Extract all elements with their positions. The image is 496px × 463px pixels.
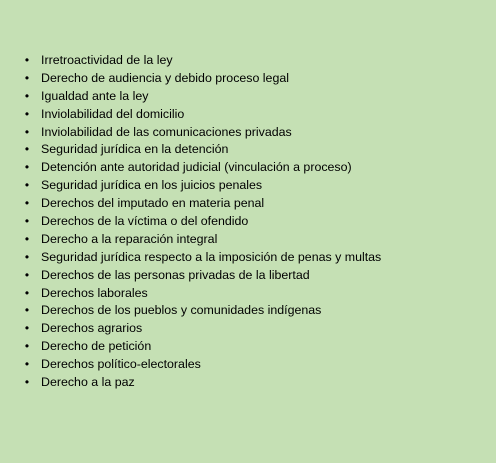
- list-item: [22, 213, 482, 231]
- list-item-text: Derechos de las personas privadas de la libertad: [41, 267, 310, 282]
- bullet-icon: •: [24, 53, 30, 67]
- bullet-icon: •: [24, 339, 30, 354]
- list-item-text: Inviolabilidad de las comunicaciones privadas: [41, 124, 292, 139]
- list-item-text: Seguridad jurídica en la detención: [41, 142, 229, 157]
- list-item: [22, 70, 482, 88]
- list-item: [22, 356, 482, 374]
- list-item-text: Derecho de audiencia y debido proceso legal: [41, 70, 289, 85]
- bullet-icon: •: [24, 70, 30, 85]
- list-item: [22, 124, 482, 142]
- list-item: [22, 285, 482, 303]
- list-item: [22, 52, 482, 70]
- rights-list: [22, 52, 482, 392]
- list-item: [22, 159, 482, 177]
- list-item: [22, 141, 482, 159]
- bullet-icon: •: [24, 249, 30, 264]
- bullet-icon: •: [24, 267, 30, 282]
- list-item-text: Irretroactividad de la ley: [41, 53, 173, 67]
- bullet-icon: •: [24, 375, 30, 390]
- list-item-text: Derechos de los pueblos y comunidades indígenas: [41, 303, 322, 318]
- bullet-icon: •: [24, 357, 30, 372]
- list-item-text: Inviolabilidad del domicilio: [41, 106, 185, 121]
- list-item: [22, 302, 482, 320]
- list-item: [22, 374, 482, 392]
- list-item-text: Derechos laborales: [41, 285, 148, 300]
- bullet-icon: •: [24, 88, 30, 103]
- bullet-icon: •: [24, 124, 30, 139]
- list-item-text: Derechos de la víctima o del ofendido: [41, 214, 249, 229]
- list-item-text: Seguridad jurídica en los juicios penales: [41, 178, 263, 193]
- bullet-icon: •: [24, 142, 30, 157]
- list-item: [22, 88, 482, 106]
- bullet-icon: •: [24, 231, 30, 246]
- list-item-text: Igualdad ante la ley: [41, 88, 149, 103]
- list-item: [22, 106, 482, 124]
- bullet-icon: •: [24, 196, 30, 211]
- list-item: [22, 267, 482, 285]
- list-item-text: Derechos político-electorales: [41, 357, 201, 372]
- bullet-icon: •: [24, 285, 30, 300]
- list-item: [22, 249, 482, 267]
- list-item-text: Detención ante autoridad judicial (vinculación a proceso): [41, 160, 352, 175]
- list-item: [22, 320, 482, 338]
- list-item: [22, 177, 482, 195]
- bullet-icon: •: [24, 106, 30, 121]
- bullet-icon: •: [24, 160, 30, 175]
- list-item: [22, 195, 482, 213]
- bullet-icon: •: [24, 178, 30, 193]
- bullet-icon: •: [24, 303, 30, 318]
- bullet-icon: •: [24, 214, 30, 229]
- bullet-icon: •: [24, 321, 30, 336]
- list-item: [22, 231, 482, 249]
- list-item-text: Derecho a la paz: [41, 375, 135, 390]
- list-item-text: Seguridad jurídica respecto a la imposición de penas y multas: [41, 249, 382, 264]
- list-item-text: Derechos agrarios: [41, 321, 143, 336]
- list-item: [22, 338, 482, 356]
- list-item-text: Derechos del imputado en materia penal: [41, 196, 265, 211]
- list-item-text: Derecho de petición: [41, 339, 152, 354]
- list-item-text: Derecho a la reparación integral: [41, 231, 218, 246]
